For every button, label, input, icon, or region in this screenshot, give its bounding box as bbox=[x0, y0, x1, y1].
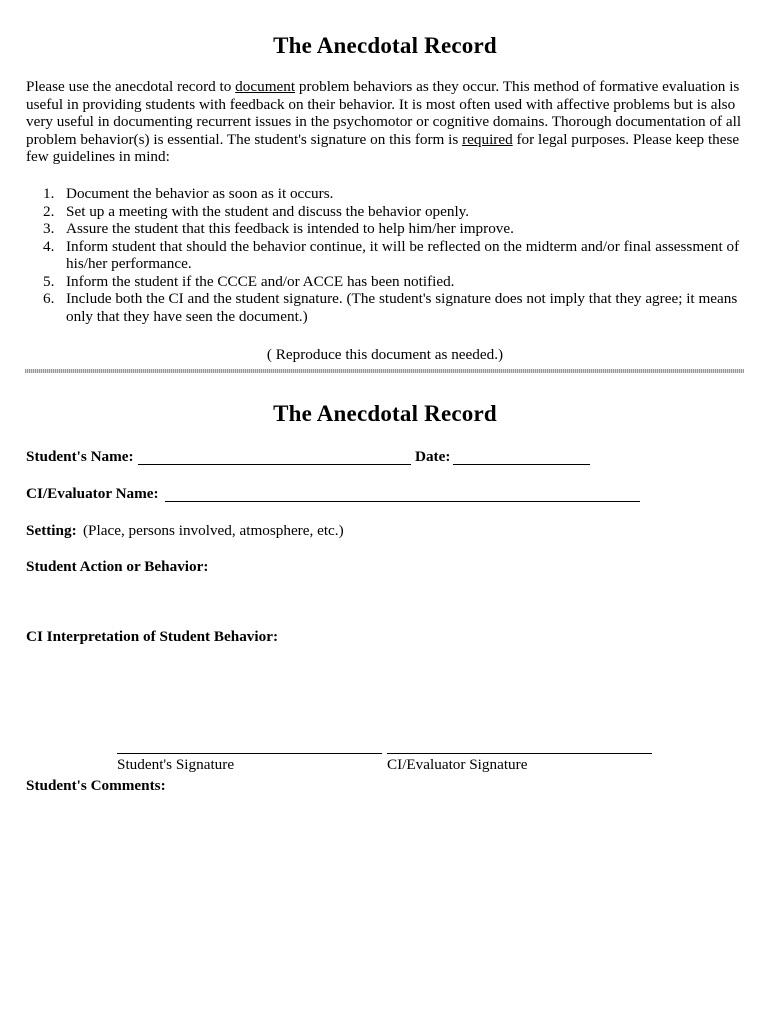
student-name-field[interactable] bbox=[138, 448, 411, 465]
guideline-item bbox=[26, 290, 746, 325]
guideline-number: 3. bbox=[43, 220, 55, 237]
student-comments-label: Student's Comments: bbox=[26, 777, 166, 794]
guideline-number: 1. bbox=[43, 185, 55, 202]
setting-hint: (Place, persons involved, atmosphere, etc.) bbox=[83, 522, 344, 539]
evaluator-signature-line[interactable] bbox=[387, 753, 652, 754]
guideline-item bbox=[26, 203, 746, 221]
date-field[interactable] bbox=[453, 448, 590, 465]
guideline-number: 4. bbox=[43, 237, 55, 255]
guideline-item bbox=[26, 220, 746, 238]
page-title: The Anecdotal Record bbox=[273, 33, 497, 58]
form-title: The Anecdotal Record bbox=[273, 401, 497, 426]
evaluator-signature-caption: CI/Evaluator Signature bbox=[387, 756, 528, 773]
date-label: Date: bbox=[415, 448, 451, 465]
intro-text-1: Please use the anecdotal record to bbox=[26, 78, 236, 95]
intro-text-3: for legal purposes. Please keep these few guidelines in mind: bbox=[26, 130, 740, 165]
evaluator-name-field[interactable] bbox=[165, 485, 640, 502]
guideline-text: Assure the student that this feedback is intended to help him/her improve. bbox=[66, 220, 514, 237]
student-signature-line[interactable] bbox=[117, 753, 382, 754]
guideline-text: Inform student that should the behavior continue, it will be reflected on the midterm and/or final assessment of his/her performance. bbox=[66, 237, 740, 272]
intro-text-2: problem behaviors as they occur. This method of formative evaluation is useful in providing students with feedback on their behavior. It is most often used with affective problems but is also very useful in documenting recurrent issues in the psychomotor or cognitive domains. Thorough documentation of all problem behavior(s) is essential. The student's signature on this form is bbox=[26, 78, 742, 148]
intro-underlined-document: document bbox=[235, 78, 296, 95]
instructions-paragraph bbox=[26, 78, 746, 166]
guideline-text: Document the behavior as soon as it occurs. bbox=[66, 185, 334, 202]
guideline-number: 6. bbox=[43, 290, 55, 307]
student-name-label: Student's Name: bbox=[26, 448, 134, 465]
student-signature-caption: Student's Signature bbox=[117, 756, 235, 773]
student-action-label: Student Action or Behavior: bbox=[26, 558, 209, 575]
guideline-item bbox=[26, 273, 746, 291]
intro-underlined-required: required bbox=[462, 130, 513, 148]
guideline-text: Set up a meeting with the student and discuss the behavior openly. bbox=[66, 202, 470, 220]
guideline-item bbox=[26, 185, 746, 203]
guidelines-list bbox=[26, 185, 746, 325]
guideline-text: Include both the CI and the student signature. (The student's signature does not imply that they agree; it means only that they have seen the document.) bbox=[66, 290, 738, 325]
section-divider bbox=[25, 369, 744, 373]
ci-interpretation-label: CI Interpretation of Student Behavior: bbox=[26, 628, 278, 645]
guideline-number: 5. bbox=[43, 272, 55, 290]
guideline-item bbox=[26, 238, 746, 273]
reproduce-note: ( Reproduce this document as needed.) bbox=[266, 346, 504, 363]
guideline-number: 2. bbox=[43, 202, 55, 220]
guideline-text: Inform the student if the CCCE and/or ACCE has been notified. bbox=[66, 272, 455, 290]
evaluator-name-label: CI/Evaluator Name: bbox=[26, 485, 159, 502]
setting-label: Setting: bbox=[26, 522, 77, 539]
